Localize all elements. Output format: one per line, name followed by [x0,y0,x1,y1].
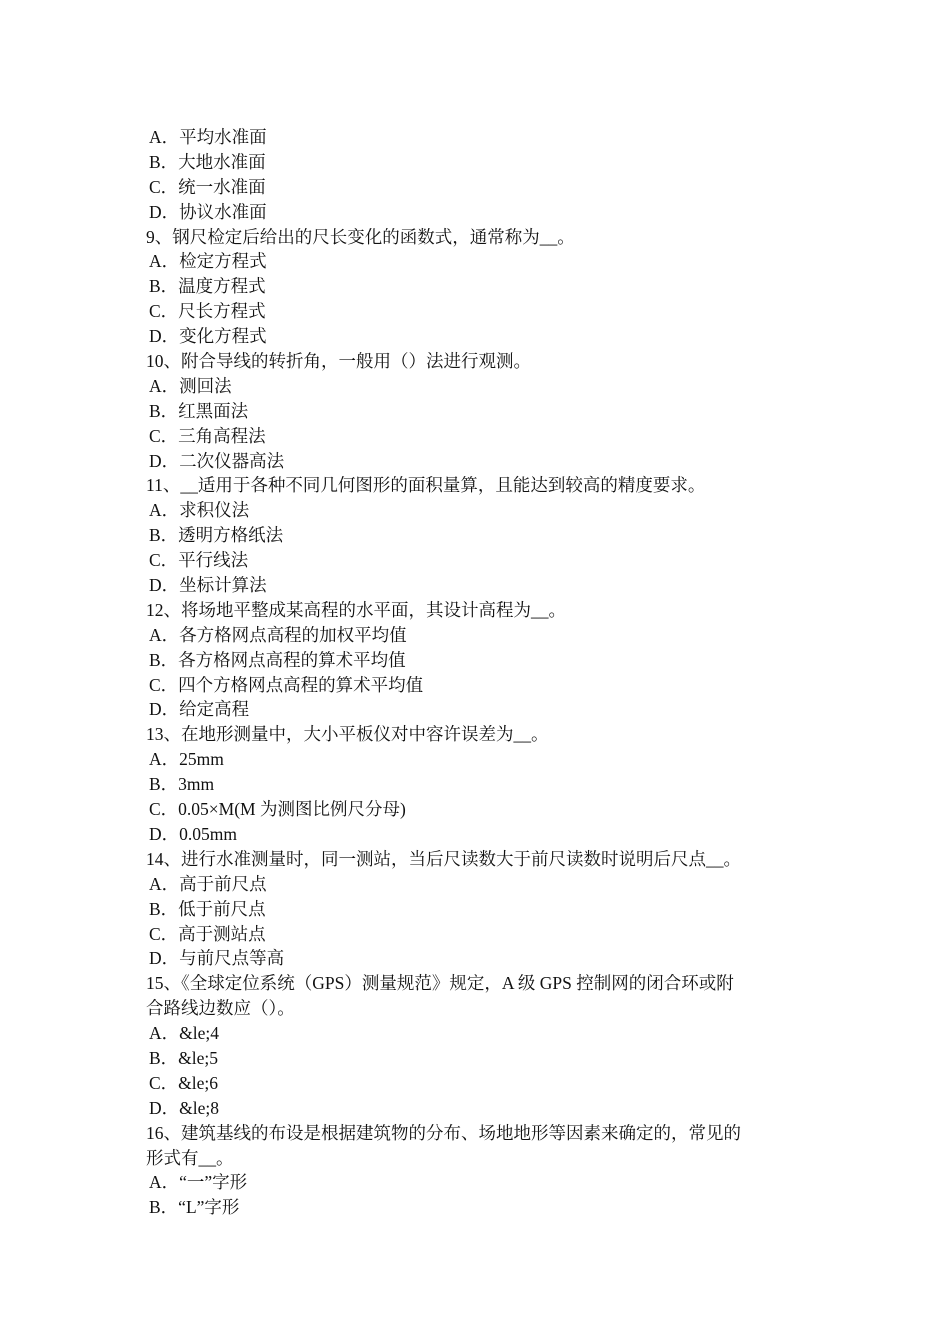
answer-option: C．四个方格网点高程的算术平均值 [149,674,424,695]
answer-option: A．检定方程式 [149,251,267,272]
answer-option: A．各方格网点高程的加权平均值 [149,624,407,645]
question-text: 11、__适用于各种不同几何图形的面积量算，且能达到较高的精度要求。 [146,475,706,496]
answer-option: C．三角高程法 [149,425,266,446]
answer-option: C．统一水准面 [149,176,266,197]
answer-option: B．温度方程式 [149,276,266,297]
question-text: 9、钢尺检定后给出的尺长变化的函数式，通常称为__。 [146,226,575,247]
answer-option: C．&le;6 [149,1072,219,1093]
question-text: 形式有__。 [146,1147,234,1168]
answer-option: C．高于测站点 [149,923,266,944]
answer-option: A．&le;4 [149,1023,219,1044]
answer-option: D．协议水准面 [149,201,267,222]
answer-option: D．坐标计算法 [149,575,267,596]
answer-option: B．红黑面法 [149,400,249,421]
answer-option: B．各方格网点高程的算术平均值 [149,649,406,670]
answer-option: B．低于前尺点 [149,898,266,919]
document-body [146,125,810,1220]
question-text: 15、《全球定位系统（GPS）测量规范》规定，A 级 GPS 控制网的闭合环或附 [146,973,734,994]
question-text: 12、将场地平整成某高程的水平面，其设计高程为__。 [146,599,566,620]
question-text: 14、进行水准测量时，同一测站，当后尺读数大于前尺读数时说明后尺点__。 [146,848,741,869]
answer-option: A．求积仪法 [149,500,250,521]
answer-option: C．平行线法 [149,550,249,571]
answer-option: D．0.05mm [149,823,237,844]
question-text: 13、在地形测量中，大小平板仪对中容许误差为__。 [146,724,549,745]
answer-option: C．0.05×M(M 为测图比例尺分母) [149,799,406,820]
answer-option: B．3mm [149,774,215,795]
answer-option: B．大地水准面 [149,151,266,172]
answer-option: C．尺长方程式 [149,301,266,322]
answer-option: D．变化方程式 [149,326,267,347]
answer-option: D．给定高程 [149,699,250,720]
answer-option: A．测回法 [149,375,232,396]
answer-option: A．“一”字形 [149,1172,248,1193]
answer-option: D．二次仪器高法 [149,450,285,471]
answer-option: A．平均水准面 [149,127,267,147]
answer-option: A．25mm [149,749,224,770]
question-text: 16、建筑基线的布设是根据建筑物的分布、场地地形等因素来确定的，常见的 [146,1122,741,1143]
answer-option: D．与前尺点等高 [149,948,285,969]
answer-option: B．透明方格纸法 [149,525,284,546]
answer-option: A．高于前尺点 [149,873,267,894]
question-text: 合路线边数应（）。 [146,998,295,1019]
question-text: 10、附合导线的转折角，一般用（）法进行观测。 [146,351,531,372]
answer-option: D．&le;8 [149,1097,219,1118]
answer-option: B．“L”字形 [149,1197,240,1218]
answer-option: B．&le;5 [149,1047,219,1068]
